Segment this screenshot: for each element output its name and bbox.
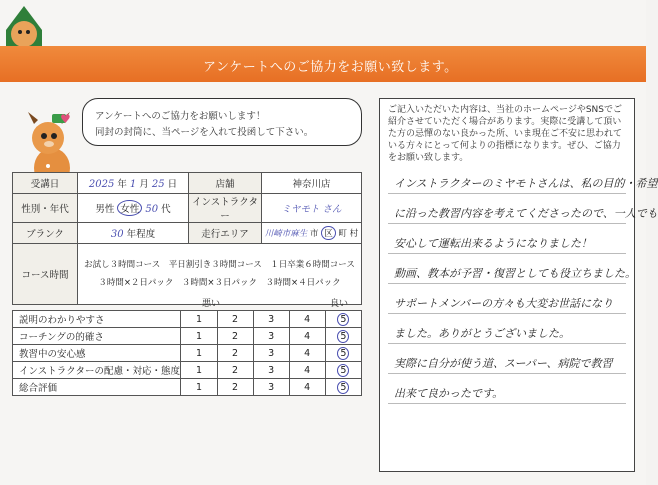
evaluation-table (12, 310, 362, 396)
rating-value: 4 (304, 330, 311, 342)
rating-option[interactable] (181, 311, 217, 328)
age-unit: 代 (161, 204, 171, 215)
eval-label: 総合評価 (13, 379, 181, 396)
instructor-value[interactable]: ミヤモト さん (262, 194, 362, 223)
comment-line: 実際に自分が使う道、スーパー、病院で教習 (394, 357, 613, 370)
rating-value: 1 (195, 330, 202, 342)
eval-row (13, 311, 362, 328)
eval-row (13, 345, 362, 362)
age-value: 50 (145, 204, 159, 215)
store-value: 神奈川店 (262, 173, 362, 194)
area-village: 村 (349, 229, 359, 239)
area-town: 町 (338, 229, 347, 239)
scale-good: 良い (330, 299, 349, 309)
blank-value: 30 (110, 229, 124, 240)
blank-unit: 年程度 (126, 229, 156, 240)
date-month-unit: 月 (139, 179, 149, 190)
eval-label: コーチングの的確さ (13, 328, 181, 345)
rating-value: 5 (337, 381, 349, 394)
rating-option[interactable] (325, 345, 361, 362)
rating-value: 2 (232, 347, 239, 359)
rating-value: 1 (195, 313, 202, 325)
blank-field[interactable] (78, 223, 189, 244)
rating-option[interactable] (253, 345, 289, 362)
ruled-line (388, 313, 626, 314)
date-day: 25 (151, 179, 165, 190)
rating-option[interactable] (325, 311, 361, 328)
eval-label: 説明のわかりやすさ (13, 311, 181, 328)
rating-value: 2 (232, 313, 239, 325)
comments-box[interactable] (379, 98, 658, 472)
info-table (12, 172, 362, 305)
area-value: 川崎市麻生 (264, 229, 308, 239)
ruled-line (388, 343, 626, 344)
rating-option[interactable] (325, 379, 361, 396)
rating-value: 4 (304, 313, 311, 325)
rating-value: 4 (304, 364, 311, 376)
rating-option[interactable] (253, 311, 289, 328)
rating-value: 4 (304, 381, 311, 393)
date-day-unit: 日 (167, 179, 178, 190)
area-field[interactable] (262, 223, 362, 244)
instructor-label: インストラクター (189, 194, 262, 223)
comments-instructions: ご記入いただいた内容は、当社のホームページやSNSでご紹介させていただく場合があります。実際に受講して頂いた方の忌憚のない良かった所、いま現在ご不安に思われている方々にとって何よりの指標になります。ぜひ、ご協力をお願い致します。 (388, 105, 623, 163)
rating-option[interactable] (253, 362, 289, 379)
rating-value: 5 (337, 313, 349, 326)
area-ward: 区 (321, 226, 336, 240)
comment-line: に沿った教習内容を考えてくださったので、一人でも (394, 207, 658, 220)
rating-value: 4 (304, 347, 311, 359)
ruled-line (388, 223, 626, 224)
rating-option[interactable] (289, 328, 325, 345)
ruled-line (388, 403, 626, 404)
date-label: 受講日 (13, 173, 78, 194)
rating-option[interactable] (325, 362, 361, 379)
date-month: 1 (129, 179, 137, 190)
banner (0, 46, 646, 82)
heart-icon: ♥ (60, 112, 71, 126)
scale-bad: 悪い (202, 299, 221, 309)
rating-option[interactable] (217, 379, 253, 396)
blank-label: ブランク (13, 223, 78, 244)
rating-value: 3 (268, 364, 275, 376)
male-option[interactable]: 男性 (95, 204, 115, 215)
rating-value: 2 (232, 330, 239, 342)
ruled-line (388, 193, 626, 194)
comment-line: インストラクターのミヤモトさんは、私の目的・希望 (394, 177, 658, 190)
rating-option[interactable] (289, 362, 325, 379)
rating-value: 1 (195, 381, 202, 393)
rating-value: 5 (337, 364, 349, 377)
course-line-1: お試し３時間コース 平日割引き３時間コース １日卒業６時間コース (84, 260, 355, 270)
comment-line: サポートメンバーの方々も大変お世話になり (394, 297, 614, 310)
comment-line: ました。ありがとうございました。 (394, 327, 570, 340)
rating-value: 3 (268, 381, 275, 393)
rating-value: 2 (232, 364, 239, 376)
rating-option[interactable] (181, 345, 217, 362)
date-year-unit: 年 (117, 179, 127, 190)
comment-line: 安心して運転出来るようになりました！ (394, 237, 592, 250)
rating-option[interactable] (217, 328, 253, 345)
rating-option[interactable] (181, 328, 217, 345)
rating-option[interactable] (253, 379, 289, 396)
rating-value: 3 (268, 330, 275, 342)
bubble-line-2: 同封の封筒に、当ページを入れて投函して下さい。 (95, 127, 314, 138)
rating-value: 3 (268, 313, 275, 325)
gender-age-field[interactable] (78, 194, 189, 223)
banner-title: アンケートへのご協力をお願い致します。 (203, 60, 458, 75)
eval-row (13, 362, 362, 379)
gender-age-label: 性別・年代 (13, 194, 78, 223)
rating-option[interactable] (181, 362, 217, 379)
bubble-line-1: アンケートへのご協力をお願いします！ (95, 111, 266, 122)
date-field[interactable] (78, 173, 189, 194)
rating-value: 1 (195, 347, 202, 359)
comment-line: 動画、教本が予習・復習としても役立ちました。 (394, 267, 636, 280)
speech-bubble (82, 98, 362, 146)
rating-option[interactable] (289, 345, 325, 362)
course-line-2: ３時間×２日パック ３時間×３日パック ３時間×４日パック (98, 278, 341, 288)
ruled-line (388, 373, 626, 374)
eval-row (13, 379, 362, 396)
rating-value: 2 (232, 381, 239, 393)
rating-option[interactable] (217, 311, 253, 328)
rating-value: 5 (337, 330, 349, 343)
rating-value: 3 (268, 347, 275, 359)
course-label: コース時間 (13, 244, 78, 305)
rating-option[interactable] (181, 379, 217, 396)
eval-row (13, 328, 362, 345)
date-year: 2025 (88, 179, 115, 190)
rating-option[interactable] (325, 328, 361, 345)
ruled-line (388, 253, 626, 254)
area-city: 市 (310, 229, 319, 239)
rating-value: 1 (195, 364, 202, 376)
area-label: 走行エリア (189, 223, 262, 244)
rating-option[interactable] (217, 345, 253, 362)
comment-line: 出来て良かったです。 (394, 387, 504, 400)
rating-option[interactable] (289, 379, 325, 396)
rating-value: 5 (337, 347, 349, 360)
rating-option[interactable] (253, 328, 289, 345)
female-option[interactable]: 女性 (117, 200, 142, 216)
rating-option[interactable] (217, 362, 253, 379)
ruled-line (388, 283, 626, 284)
store-label: 店舗 (189, 173, 262, 194)
eval-label: 教習中の安心感 (13, 345, 181, 362)
rating-option[interactable] (289, 311, 325, 328)
eval-label: インストラクターの配慮・対応・態度 (13, 362, 181, 379)
